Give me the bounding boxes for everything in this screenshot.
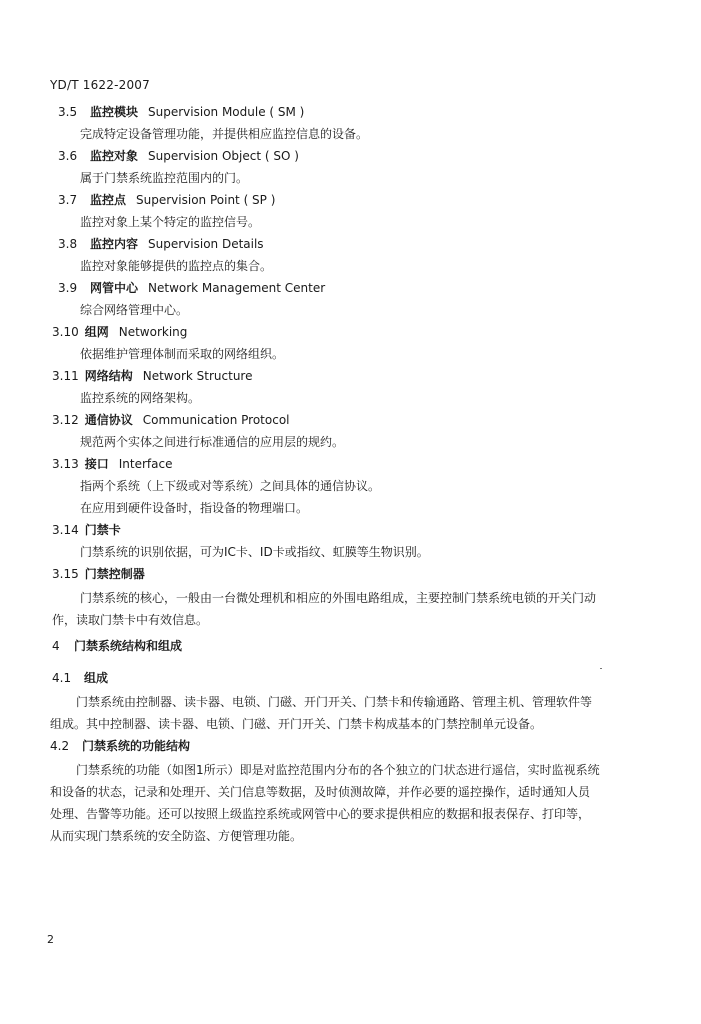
paragraph-line: 门禁系统由控制器、读卡器、电锁、门磁、开门开关、门禁卡和传输通路、管理主机、管理软件等 (76, 695, 593, 709)
term-heading (58, 280, 325, 296)
term-heading (58, 104, 304, 120)
document-code: YD/T 1622-2007 (50, 78, 150, 92)
term-english: Supervision Module ( SM ) (148, 105, 305, 119)
term-chinese: 网管中心 (90, 281, 139, 295)
term-heading (52, 368, 252, 384)
term-number: 3.15 (52, 567, 79, 581)
subsection-heading (50, 738, 190, 754)
page-number: 2 (47, 933, 54, 946)
subsection-heading (52, 670, 108, 686)
term-english: Supervision Object ( SO ) (148, 149, 299, 163)
paragraph-line: 和设备的状态，记录和处理开、关门信息等数据，及时侦测故障，并作必要的遥控操作，适时通知人员 (50, 785, 591, 799)
term-number: 3.9 (58, 281, 78, 295)
paragraph-line: 门禁系统的功能（如图1所示）即是对监控范围内分布的各个独立的门状态进行遥信，实时监视系统 (76, 763, 600, 777)
term-chinese: 监控模块 (90, 105, 139, 119)
term-number: 3.13 (52, 457, 79, 471)
term-english: Networking (118, 325, 188, 339)
term-definition: 门禁系统的核心，一般由一台微处理机和相应的外围电路组成，主要控制门禁系统电锁的开关门动 (80, 591, 597, 605)
subsection-number: 4.1 (52, 671, 72, 685)
scan-speck (600, 668, 602, 669)
term-definition: 综合网络管理中心。 (80, 303, 189, 317)
term-chinese: 接口 (84, 457, 109, 471)
paragraph-line: 处理、告警等功能。还可以按照上级监控系统或网管中心的要求提供相应的数据和报表保存、打印等， (50, 807, 591, 821)
term-definition: 在应用到硬件设备时，指设备的物理端口。 (80, 501, 309, 515)
term-number: 3.14 (52, 523, 79, 537)
term-english: Network Management Center (148, 281, 326, 295)
term-definition: 监控对象能够提供的监控点的集合。 (80, 259, 273, 273)
term-number: 3.12 (52, 413, 79, 427)
term-english: Interface (118, 457, 173, 471)
term-definition: 门禁系统的识别依据，可为IC卡、ID卡或指纹、虹膜等生物识别。 (80, 545, 429, 559)
term-english: Network Structure (142, 369, 253, 383)
paragraph-line: 从而实现门禁系统的安全防盗、方便管理功能。 (50, 829, 303, 843)
subsection-title: 组成 (84, 671, 109, 685)
term-chinese: 通信协议 (84, 413, 133, 427)
term-definition: 完成特定设备管理功能，并提供相应监控信息的设备。 (80, 127, 369, 141)
term-heading (58, 192, 275, 208)
term-definition: 属于门禁系统监控范围内的门。 (80, 171, 249, 185)
term-english: Supervision Point ( SP ) (136, 193, 276, 207)
term-heading (58, 236, 264, 252)
term-chinese: 门禁控制器 (84, 567, 145, 581)
term-definition: 监控系统的网络架构。 (80, 391, 201, 405)
term-definition: 指两个系统（上下级或对等系统）之间具体的通信协议。 (80, 479, 381, 493)
term-english: Supervision Details (148, 237, 264, 251)
term-definition: 作，读取门禁卡中有效信息。 (52, 613, 209, 627)
term-number: 3.5 (58, 105, 78, 119)
term-heading (58, 148, 299, 164)
term-definition: 规范两个实体之间进行标准通信的应用层的规约。 (80, 435, 345, 449)
term-definition: 依据维护管理体制而采取的网络组织。 (80, 347, 285, 361)
paragraph-line: 组成。其中控制器、读卡器、电锁、门磁、开门开关、门禁卡构成基本的门禁控制单元设备。 (50, 717, 543, 731)
term-chinese: 监控内容 (90, 237, 139, 251)
term-number: 3.8 (58, 237, 78, 251)
term-heading (52, 324, 187, 340)
section-title: 门禁系统结构和组成 (74, 639, 183, 653)
term-chinese: 组网 (84, 325, 109, 339)
term-heading (52, 566, 145, 582)
term-english: Communication Protocol (142, 413, 290, 427)
term-number: 3.7 (58, 193, 78, 207)
section-heading (52, 638, 182, 654)
term-heading (52, 456, 172, 472)
term-heading (52, 522, 121, 538)
term-number: 3.6 (58, 149, 78, 163)
term-number: 3.11 (52, 369, 79, 383)
term-heading (52, 412, 290, 428)
subsection-title: 门禁系统的功能结构 (82, 739, 191, 753)
term-number: 3.10 (52, 325, 79, 339)
term-definition: 监控对象上某个特定的监控信号。 (80, 215, 261, 229)
section-number: 4 (52, 639, 60, 653)
term-chinese: 网络结构 (84, 369, 133, 383)
subsection-number: 4.2 (50, 739, 70, 753)
term-chinese: 监控点 (90, 193, 127, 207)
term-chinese: 门禁卡 (84, 523, 121, 537)
term-chinese: 监控对象 (90, 149, 139, 163)
